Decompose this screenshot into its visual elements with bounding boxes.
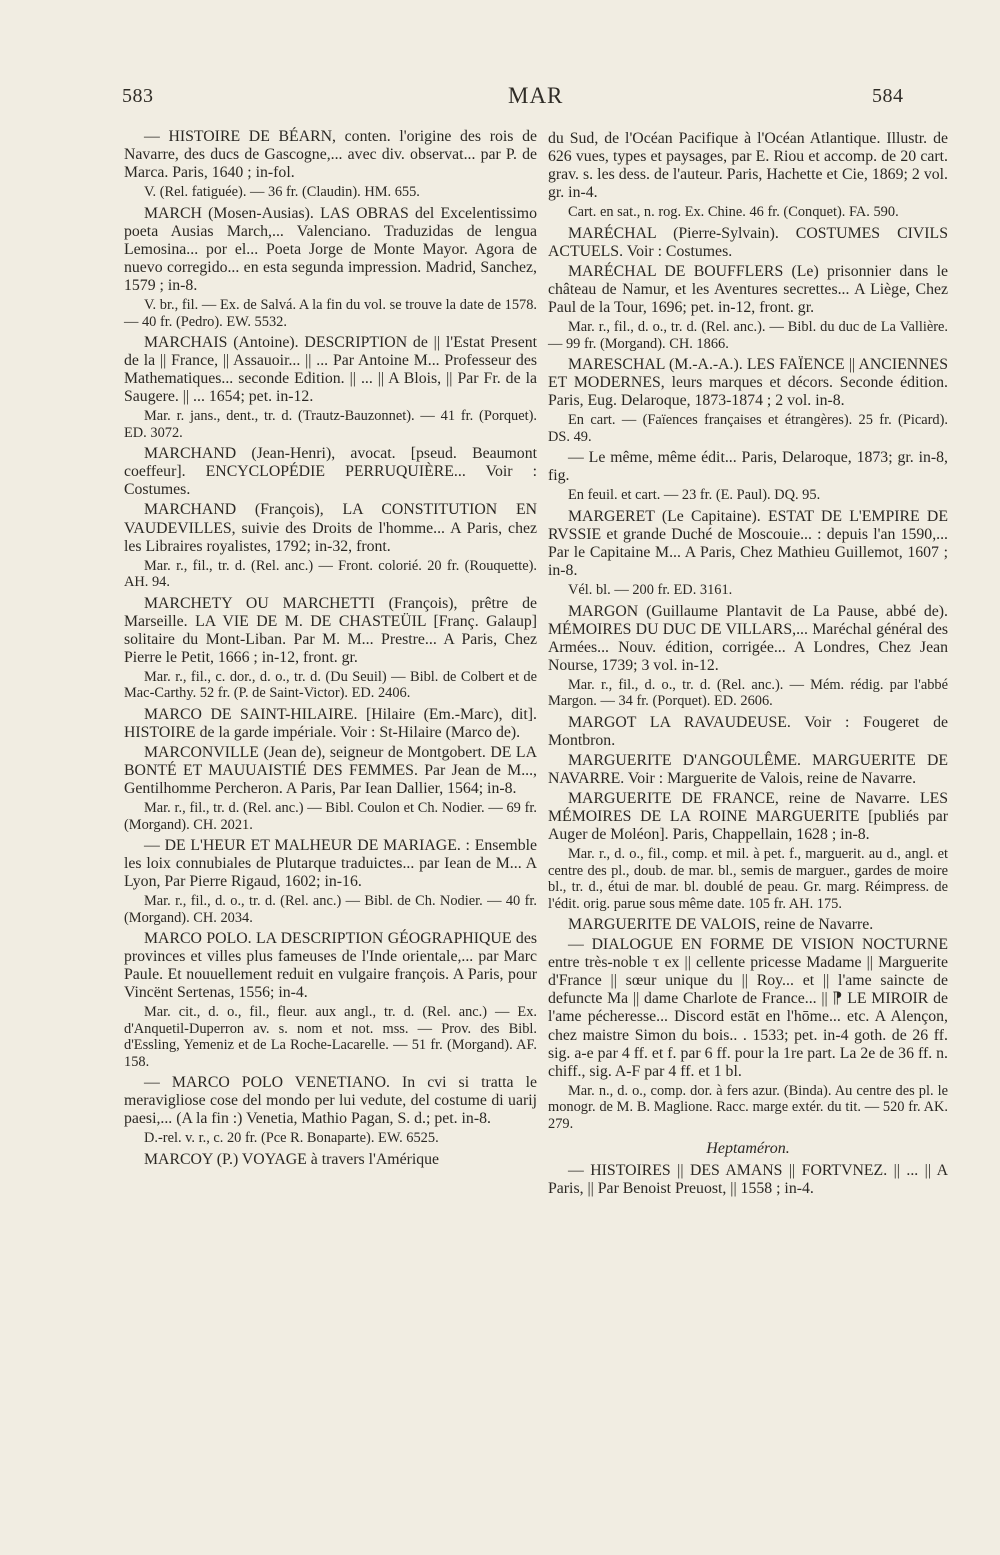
catalog-entry: MARGERET (Le Capitaine). ESTAT DE L'EMPIRE DE RVSSIE et grande Duché de Moscouie... : depuis l'an 1590,... Par le Capitaine M... A Paris, Chez Mathieu Guillemot, 1607 ; in-8. xyxy=(548,507,948,580)
page-number-left: 583 xyxy=(122,85,154,107)
entry-note: Mar. n., d. o., comp. dor. à fers azur. (Binda). Au centre des pl. le monogr. de M. B. Maglione. Racc. marge extér. du tit. — 520 fr. AK. 279. xyxy=(548,1082,948,1132)
catalog-entry: MARCHAND (Jean-Henri), avocat. [pseud. Beaumont coeffeur]. ENCYCLOPÉDIE PERRUQUIÈRE... Voir : Costumes. xyxy=(124,445,537,499)
entry-note: V. (Rel. fatiguée). — 36 fr. (Claudin). HM. 655. xyxy=(144,184,420,201)
section-subtitle: Heptaméron. xyxy=(706,1140,790,1158)
catalog-entry: MARGUERITE DE FRANCE, reine de Navarre. LES MÉMOIRES DE LA ROINE MARGUERITE [publiés par Auger de Moléon]. Paris, Chappellain, 1628 ; in-8. xyxy=(548,790,948,844)
entry-note: Mar. r., fil., c. dor., d. o., tr. d. (Du Seuil) — Bibl. de Colbert et de Mac-Carthy. 52 fr. (P. de Saint-Victor). ED. 2406. xyxy=(124,668,537,702)
catalog-entry: MARGUERITE D'ANGOULÊME. MARGUERITE DE NAVARRE. Voir : Marguerite de Valois, reine de Navarre. xyxy=(548,751,948,787)
entry-note: Mar. r., fil., d. o., tr. d. (Rel. anc.). — Bibl. du duc de La Vallière. — 99 fr. (Morgand). CH. 1866. xyxy=(548,319,948,352)
entry-note: V. br., fil. — Ex. de Salvá. A la fin du vol. se trouve la date de 1578. — 40 fr. (Pedro). EW. 5532. xyxy=(124,297,537,330)
entry-note: En feuil. et cart. — 23 fr. (E. Paul). DQ. 95. xyxy=(568,487,821,504)
entry-note: Mar. r., fil., d. o., tr. d. (Rel. anc.). — Mém. rédig. par l'abbé Margon. — 34 fr. (Porquet). ED. 2606. xyxy=(548,676,948,710)
catalog-entry: MARESCHAL (M.-A.-A.). LES FAÏENCE || ANCIENNES ET MODERNES, leurs marques et décors. Seconde édition. Paris, Eug. Delaroque, 1873-1874 ; 2 vol. in-8. xyxy=(548,356,948,410)
catalog-entry: — MARCO POLO VENETIANO. In cvi si tratta le meravigliose cose del mondo per lui vedute, del costume di uarij paesi,... (A la fin :) Venetia, Mathio Pagan, S. d.; pet. in-8. xyxy=(124,1074,537,1128)
left-column xyxy=(124,128,537,1171)
catalog-entry: — DIALOGUE EN FORME DE VISION NOCTURNE entre très-noble τ ex || cellente pricesse Madame || Marguerite d'France || sœur unique du || Roy... et || l'ame saincte de defuncte Ma || dame Charlote de France... || ⁋ LE MIROIR de l'ame pécheresse... Discord estāt en l'hōme... etc. A Alençon, chez maistre Simon du bois.. . 1533; pet. in-4 goth. de 26 ff. sig. a-e par 4 ff. et f. par 6 ff. pour la 1re part. La 2e de 36 ff. n. chiff., sig. A-F par 4 ff. et 1 bl. xyxy=(548,936,948,1080)
catalog-entry: MARCHAIS (Antoine). DESCRIPTION de || l'Estat Present de la || France, || Assauoir... || ... Par Antoine M... Professeur des Mathematiques... seconde Edition. || ... || A Blois, || Par Fr. de la Saugere. || ... 1654; pet. in-12. xyxy=(124,333,537,406)
catalog-entry: MARGUERITE DE VALOIS, reine de Navarre. xyxy=(568,916,874,933)
catalog-entry: MARCONVILLE (Jean de), seigneur de Montgobert. DE LA BONTÉ ET MAUUAISTIÉ DES FEMMES. Par Jean de M..., Gentilhomme Percheron. A Paris, Par Iean Dallier, 1564; in-8. xyxy=(124,743,537,798)
entry-note: Vél. bl. — 200 fr. ED. 3161. xyxy=(568,582,733,599)
catalog-entry: MARCOY (P.) VOYAGE à travers l'Amérique xyxy=(144,1150,440,1168)
catalog-entry: MARGON (Guillaume Plantavit de La Pause, abbé de). MÉMOIRES DU DUC DE VILLARS,... Maréchal général des Armées... Nouv. édition, corrigée... A Londres, Chez Jean Nourse, 1739; 3 vol. in-12. xyxy=(548,602,948,674)
page-number-right: 584 xyxy=(872,85,904,107)
catalog-entry: MARGOT LA RAVAUDEUSE. Voir : Fougeret de Montbron. xyxy=(548,713,948,749)
catalog-entry: — Le même, même édit... Paris, Delaroque, 1873; gr. in-8, fig. xyxy=(548,449,948,485)
catalog-entry: — DE L'HEUR ET MALHEUR DE MARIAGE. : Ensemble les loix connubiales de Plutarque traduictes... par Iean de M... A Lyon, Par Pierre Rigaud, 1602; in-16. xyxy=(124,837,537,891)
catalog-entry: MARCH (Mosen-Ausias). LAS OBRAS del Excelentissimo poeta Ausias March,... Valenciano. Traduzidas de lengua Lemosina... por el... Poeta Jorge de Monte Mayor. Agora de nuevo corregido... en esta segunda impression. Madrid, Sanchez, 1579 ; in-8. xyxy=(124,204,537,295)
entry-note: Mar. r., d. o., fil., comp. et mil. à pet. f., marguerit. au d., angl. et centre des pl., doub. de mar. bl., semis de marguer., gardes de moire bl., tr. d., étui de mar. bl. doublé de peau. Gr. marg. Réimpress. de l'édit. orig. parue sous même date. 105 fr. AH. 175. xyxy=(548,846,948,912)
entry-note: Cart. en sat., n. rog. Ex. Chine. 46 fr. (Conquet). FA. 590. xyxy=(568,204,899,221)
catalog-entry-continued: du Sud, de l'Océan Pacifique à l'Océan Atlantique. Illustr. de 626 vues, types et paysages, par E. Riou et accomp. de 20 cart. grav. s. les dess. de l'auteur. Paris, Hachette et Cie, 1869; 2 vol. gr. in-4. xyxy=(548,130,948,202)
catalog-entry: MARÉCHAL (Pierre-Sylvain). COSTUMES CIVILS ACTUELS. Voir : Costumes. xyxy=(548,224,948,260)
catalog-entry: — HISTOIRES || DES AMANS || FORTVNEZ. || ... || A Paris, || Par Benoist Preuost, || 1558 ; in-4. xyxy=(548,1162,948,1198)
entry-note: En cart. — (Faïences françaises et étrangères). 25 fr. (Picard). DS. 49. xyxy=(548,412,948,445)
entry-note: Mar. r., fil., d. o., tr. d. (Rel. anc.) — Bibl. de Ch. Nodier. — 40 fr. (Morgand). CH. 2034. xyxy=(124,893,537,926)
entry-note: Mar. r., fil., tr. d. (Rel. anc.) — Bibl. Coulon et Ch. Nodier. — 69 fr. (Morgand). CH. 2021. xyxy=(124,800,537,833)
running-title: MAR xyxy=(508,83,564,108)
catalog-entry: — HISTOIRE DE BÉARN, conten. l'origine des rois de Navarre, des ducs de Gascogne,... avec div. observat... par P. de Marca. Paris, 1640 ; in-fol. xyxy=(124,128,537,182)
entry-note: Mar. r. jans., dent., tr. d. (Trautz-Bauzonnet). — 41 fr. (Porquet). ED. 3072. xyxy=(124,408,537,441)
right-column xyxy=(548,130,948,1200)
catalog-entry: MARCHAND (François), LA CONSTITUTION EN VAUDEVILLES, suivie des Droits de l'homme... A Paris, chez les Libraires royalistes, 1792; in-32, front. xyxy=(124,501,537,555)
entry-note: Mar. cit., d. o., fil., fleur. aux angl., tr. d. (Rel. anc.) — Ex. d'Anquetil-Duperron av. s. nom et not. mss. — Prov. des Bibl. d'Essling, Yemeniz et de La Roche-Lacarelle. — 51 fr. (Morgand). AF. 158. xyxy=(124,1004,537,1070)
entry-note: D.-rel. v. r., c. 20 fr. (Pce R. Bonaparte). EW. 6525. xyxy=(144,1130,439,1147)
catalog-entry: MARÉCHAL DE BOUFFLERS (Le) prisonnier dans le château de Namur, et les Aventures secrettes... A Liège, Chez Paul de la Tour, 1696; pet. in-12, front. gr. xyxy=(548,262,948,317)
catalog-entry: MARCHETY OU MARCHETTI (François), prêtre de Marseille. LA VIE DE M. DE CHASTEÜIL [Franç. Galaup] solitaire du Mont-Liban. Par M. M... Prestre... A Paris, Chez Pierre le Petit, 1666 ; in-12, front. gr. xyxy=(124,594,537,666)
entry-note: Mar. r., fil., tr. d. (Rel. anc.) — Front. colorié. 20 fr. (Rouquette). AH. 94. xyxy=(124,557,537,591)
catalog-entry: MARCO DE SAINT-HILAIRE. [Hilaire (Em.-Marc), dit]. HISTOIRE de la garde impériale. Voir : St-Hilaire (Marco de). xyxy=(124,705,537,741)
catalog-entry: MARCO POLO. LA DESCRIPTION GÉOGRAPHIQUE des provinces et villes plus fameuses de l'Inde orientale,... par Marc Paule. Et nouuellement reduit en vulgaire françois. A Paris, pour Vincënt Sertenas, 1556; in-4. xyxy=(124,930,537,1002)
